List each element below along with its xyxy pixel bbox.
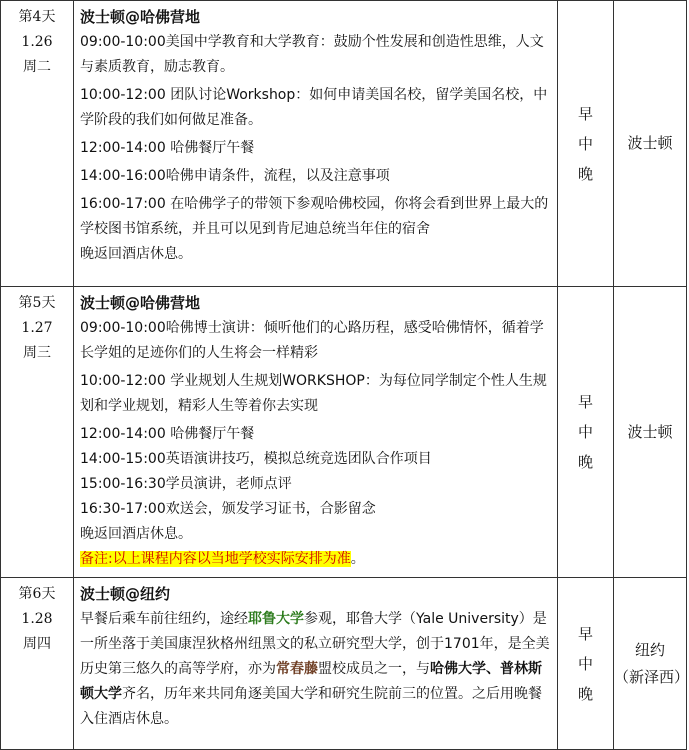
city-label-sub: （新泽西）: [614, 667, 689, 686]
city-cell: [614, 1, 687, 287]
note-text: 备注:以上课程内容以当地学校实际安排为准: [80, 551, 351, 567]
day-label: 第5天: [18, 295, 56, 311]
schedule-item: 09:00-10:00美国中学教育和大学教育：鼓励个性发展和创造性思维，人文与素质教育，励志教育。: [80, 34, 544, 75]
paragraph-text: 盟校成员之一，与: [318, 661, 430, 677]
city-cell: [614, 578, 687, 750]
meal-dinner: 晚: [577, 164, 593, 183]
meal-lunch: 中: [577, 423, 593, 441]
meal-lunch: 中: [577, 134, 593, 153]
meals-cell: [558, 1, 614, 287]
paragraph-text: 齐名，历年来共同角逐美国大学和研究生院前三的位置。之后用晚餐入住酒店休息。: [80, 686, 542, 727]
meals-cell: [558, 578, 614, 750]
schedule-cell: [74, 578, 558, 750]
meals-cell: [558, 287, 614, 578]
schedule-item: 12:00-14:00 哈佛餐厅午餐: [80, 426, 255, 442]
date-label: 1.28: [21, 611, 53, 627]
schedule-title: 波士顿@纽约: [80, 585, 171, 603]
table-row: [1, 287, 687, 578]
table-row: [1, 578, 687, 750]
meal-dinner: 晚: [577, 453, 593, 471]
city-cell: [614, 287, 687, 578]
city-label: 纽约: [634, 640, 665, 659]
schedule-item: 16:00-17:00 在哈佛学子的带领下参观哈佛校园，你将会看到世界上最大的学校图书馆系统，并且可以见到肯尼迪总统当年住的宿舍: [80, 196, 549, 237]
weekday-label: 周三: [23, 345, 51, 361]
paragraph-text: 参观，耶鲁大学（Yale University）是一所坐落于美国康涅狄格州纽黑文的私立研究型大学，创于1701年，是全美历史第三悠久的高等学府，亦为: [80, 611, 550, 677]
schedule-title: 波士顿@哈佛营地: [80, 294, 201, 312]
schedule-item: 16:30-17:00欢送会，颁发学习证书，合影留念: [80, 501, 376, 517]
schedule-cell: [74, 1, 558, 287]
note-line: [80, 547, 551, 572]
city-label: 波士顿: [627, 134, 673, 152]
schedule-item: 14:00-16:00哈佛申请条件，流程，以及注意事项: [80, 168, 390, 184]
day-label: 第6天: [18, 586, 56, 602]
paragraph-text: 早餐后乘车前往纽约，途经: [80, 611, 248, 627]
schedule-item: 晚返回酒店休息。: [80, 526, 192, 542]
city-label: 波士顿: [627, 422, 673, 441]
table-row: [1, 1, 687, 287]
day-cell: [1, 287, 74, 578]
note-end: 。: [350, 551, 365, 567]
schedule-item: 15:00-16:30学员演讲，老师点评: [80, 476, 292, 492]
schedule-item: 10:00-12:00 团队讨论Workshop：如何申请美国名校，留学美国名校，中学阶段的我们如何做足准备。: [80, 87, 548, 128]
day-label: 第4天: [18, 9, 56, 25]
weekday-label: 周四: [23, 636, 51, 652]
highlight-ivy: 常春藤: [276, 661, 318, 677]
weekday-label: 周二: [23, 59, 51, 75]
schedule-paragraph: [80, 607, 551, 732]
date-label: 1.27: [21, 320, 53, 336]
highlight-yale: 耶鲁大学: [248, 611, 304, 627]
meal-breakfast: 早: [577, 624, 593, 643]
schedule-item: 14:00-15:00英语演讲技巧，模拟总统竞选团队合作项目: [80, 451, 432, 467]
meal-breakfast: 早: [577, 104, 593, 123]
date-label: 1.26: [21, 34, 53, 50]
schedule-item: 09:00-10:00哈佛博士演讲：倾听他们的心路历程，感受哈佛情怀，循着学长学姐的足迹你们的人生将会一样精彩: [80, 320, 544, 361]
meal-lunch: 中: [577, 654, 593, 673]
schedule-item: 12:00-14:00 哈佛餐厅午餐: [80, 140, 255, 156]
schedule-cell: [74, 287, 558, 578]
highlight-universities: 哈佛大学、普林斯顿大学: [80, 661, 542, 702]
meal-breakfast: 早: [577, 393, 593, 411]
day-cell: [1, 578, 74, 750]
schedule-item: 晚返回酒店休息。: [80, 246, 192, 262]
meal-dinner: 晚: [577, 684, 593, 703]
schedule-item: 10:00-12:00 学业规划人生规划WORKSHOP：为每位同学制定个性人生规划和学业规划，精彩人生等着你去实现: [80, 373, 547, 414]
day-cell: [1, 1, 74, 287]
schedule-title: 波士顿@哈佛营地: [80, 8, 201, 26]
